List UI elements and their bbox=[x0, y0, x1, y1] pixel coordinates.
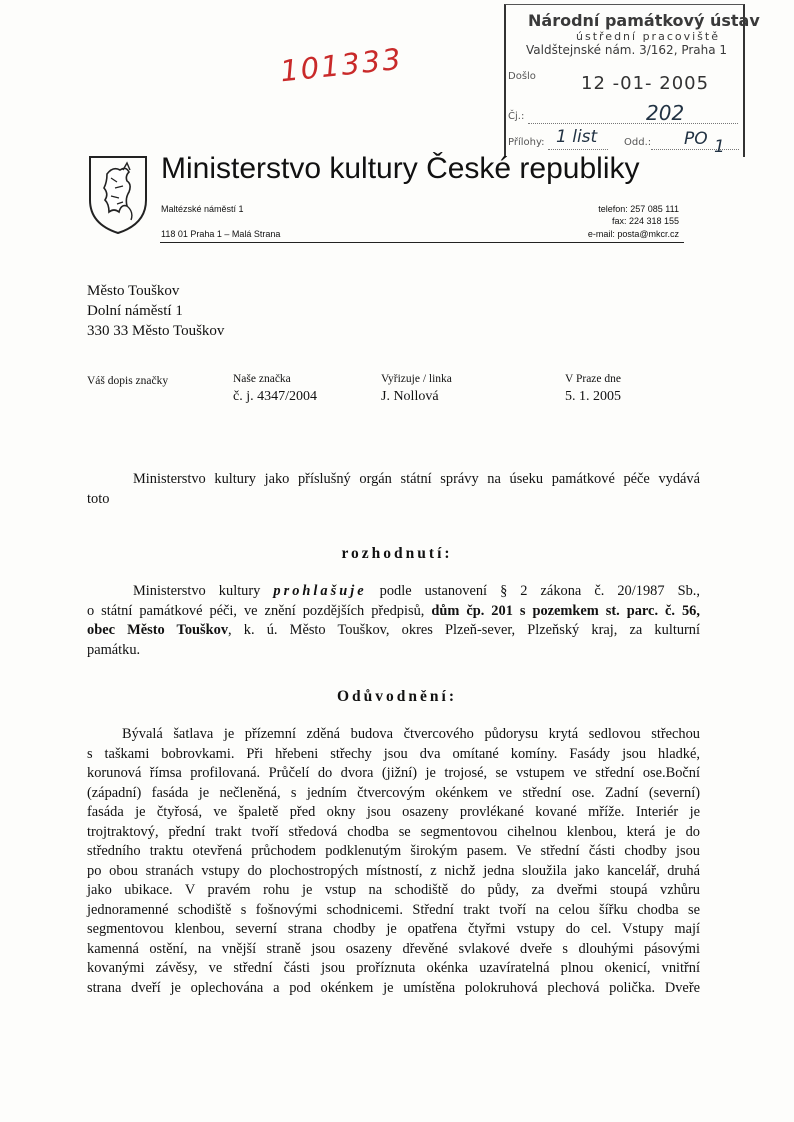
reasoning-line: středního traktu otevřená průchodem podklenutým širokým pasem. Ve střední části chodby jsou bbox=[87, 843, 700, 859]
stamp-date-label: Došlo bbox=[508, 71, 536, 82]
stamp-subtitle: ústřední pracoviště bbox=[576, 30, 720, 43]
header-divider bbox=[160, 242, 684, 243]
reasoning-paragraph bbox=[87, 725, 700, 998]
header-phone: telefon: 257 085 111 bbox=[598, 204, 679, 214]
stamp-odd-value: PO bbox=[684, 129, 708, 149]
decision-text-ministry: Ministerstvo kultury bbox=[133, 583, 261, 599]
ref-vyrizuje-label: Vyřizuje / linka bbox=[381, 373, 452, 385]
ref-vas-label: Váš dopis značky bbox=[87, 375, 169, 387]
stamp-prilohy-value: 1 list bbox=[556, 127, 598, 147]
reasoning-line: segmentovou klenbou, severní strana chodby je opatřena čtyřmi vstupy do cel. Vstupy mají bbox=[87, 921, 700, 937]
handwritten-reference-number: 101333 bbox=[278, 41, 405, 89]
reasoning-line: Bývalá šatlava je přízemní zděná budova čtvercového půdorysu krytá sedlovou střechou bbox=[122, 726, 700, 742]
decision-line1 bbox=[87, 582, 700, 602]
reasoning-line: s taškami bobrovkami. Při hřebeni střechy jsou dva omítané komíny. Fasády jsou hladké, bbox=[87, 745, 700, 762]
intro-line1: Ministerstvo kultury jako příslušný orgán státní správy na úseku památkové péče vydává bbox=[133, 471, 700, 487]
reasoning-line: kamenná ostění, na vnější straně jsou osazeny dřevěné svlakové dveře s dlouhými pásovými bbox=[87, 940, 700, 957]
recipient-line1: Město Touškov bbox=[87, 283, 180, 299]
stamp-prilohy-label: Přílohy: bbox=[508, 137, 545, 148]
header-fax: fax: 224 318 155 bbox=[611, 216, 679, 226]
header-email: e-mail: posta@mkcr.cz bbox=[587, 229, 679, 239]
reasoning-line: fasáda je čtyřosá, ve špaletě před okny jsou osazeny provlékané kované mříže. Interiér je bbox=[87, 804, 700, 820]
ref-nase-value: č. j. 4347/2004 bbox=[233, 389, 317, 404]
stamp-cj-label: Čj.: bbox=[508, 111, 525, 122]
decision-line2 bbox=[87, 602, 700, 622]
header-address-line2: 118 01 Praha 1 – Malá Strana bbox=[161, 229, 281, 239]
ref-nase-label: Naše značka bbox=[233, 373, 291, 385]
intro-paragraph bbox=[87, 470, 700, 509]
intro-line2: toto bbox=[87, 490, 110, 507]
reasoning-line: jednoramenné schodiště s fošnovými schodnicemi. Střední trakt tvoří na celou šířku chodba se bbox=[87, 901, 700, 918]
stamp-address: Valdštejnské nám. 3/162, Praha 1 bbox=[526, 43, 728, 57]
stamp-odd-label: Odd.: bbox=[624, 137, 652, 148]
reasoning-line: po obou stranách vstupy do plochostropých místností, z nichž jedna sloužila jako kancelář, druhá bbox=[87, 862, 700, 879]
decision-paragraph bbox=[87, 582, 700, 660]
decision-line3 bbox=[87, 621, 700, 641]
coat-of-arms-icon bbox=[87, 154, 149, 236]
reasoning-heading: Odůvodnění: bbox=[336, 688, 457, 705]
reasoning-line: kovanými závěsy, ve střední části jsou proříznuta okénka uzavíratelná plnou okenicí, vnitřní bbox=[87, 960, 700, 976]
decision-keyword: prohlašuje bbox=[273, 583, 367, 599]
header-address-line1: Maltézské náměstí 1 bbox=[161, 204, 244, 214]
decision-heading: rozhodnutí: bbox=[341, 545, 453, 562]
stamp-odd-extra: 1 bbox=[714, 137, 725, 157]
ministry-title: Ministerstvo kultury České republiky bbox=[161, 152, 640, 185]
decision-line4: památku. bbox=[87, 641, 141, 658]
ref-date-value: 5. 1. 2005 bbox=[565, 389, 621, 404]
stamp-title: Národní památkový ústav bbox=[528, 11, 760, 30]
ref-vyrizuje-value: J. Nollová bbox=[381, 389, 439, 404]
decision-text-act: o státní památkové péči, ve znění pozdějších předpisů, bbox=[87, 602, 425, 619]
decision-text-location: , k. ú. Město Touškov, okres Plzeň-sever, Plzeňský kraj, za kulturní bbox=[228, 622, 700, 638]
decision-text-municipality: obec Město Touškov bbox=[87, 622, 229, 638]
recipient-line2: Dolní náměstí 1 bbox=[87, 303, 183, 319]
decision-text-law: podle ustanovení § 2 zákona č. 20/1987 Sb., bbox=[379, 583, 700, 599]
reasoning-line: korunová římsa profilovaná. Průčelí do dvora (jižní) je trojosé, se vstupem ve střední ose.Boční bbox=[87, 765, 700, 781]
reasoning-line: (západní) fasáda je nečleněná, s jedním čtvercovým okénkem ve střední ose. Zadní (severní) bbox=[87, 784, 700, 801]
ref-date-label: V Praze dne bbox=[565, 373, 621, 385]
decision-text-building: dům čp. 201 s pozemkem st. parc. č. 56, bbox=[431, 602, 700, 619]
receipt-stamp bbox=[504, 4, 760, 157]
recipient-line3: 330 33 Město Touškov bbox=[87, 323, 225, 339]
stamp-cj-value: 202 bbox=[646, 101, 685, 125]
reasoning-line: jako ubikace. V pravém rohu je vstup na schodiště do půdy, za dveřmi stoupá vzhůru bbox=[87, 882, 700, 898]
stamp-date-value: 12 -01- 2005 bbox=[581, 73, 710, 94]
reasoning-line: strana dveří je oplechována a pod okénkem je umístěna polokruhová plechová polička. Dveře bbox=[87, 979, 700, 996]
reasoning-line: trojtraktový, přední trakt tvoří středová chodba se segmentovou cihelnou klenbou, která je do bbox=[87, 823, 700, 840]
